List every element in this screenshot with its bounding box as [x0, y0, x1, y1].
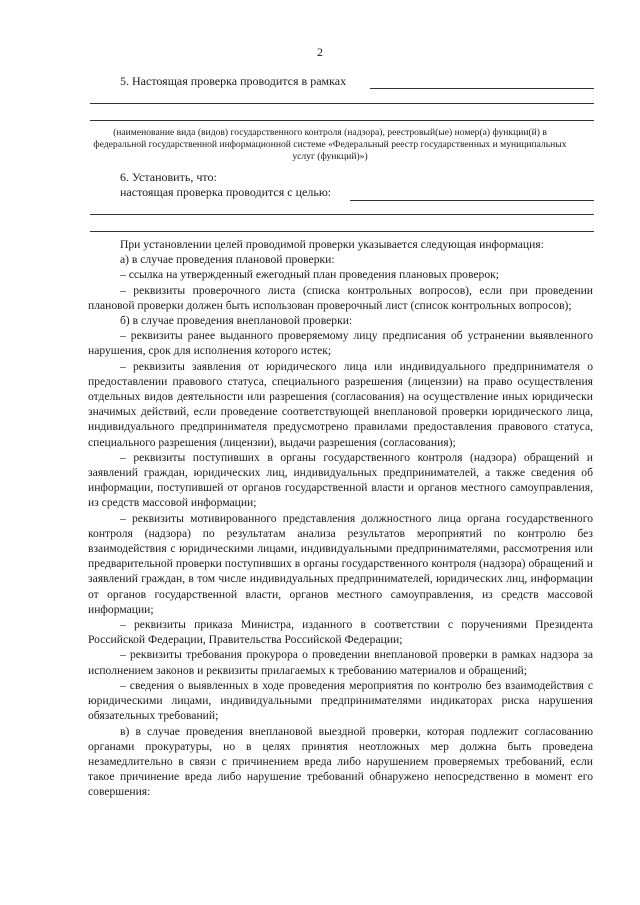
paragraph: – реквизиты заявления от юридического лица или индивидуального предпринимателя о предоставлении правового статуса, специального разрешения (лицензии) на право осуществления отдельных видов деятельности или разрешения (согласования) на осуществление иных юридически значимых действий, если проведение соответствующей внеплановой проверки юридического лица, индивидуального предпринимателя предусмотрено правилами предоставления правового статуса, специального разрешения (лицензии), выдачи разрешения (согласования); — [88, 359, 593, 449]
paragraph: – реквизиты требования прокурора о проведении внеплановой проверки в рамках надзора за исполнением законов и реквизиты прилагаемых к требованию материалов и обращений; — [88, 648, 593, 677]
paragraph: в) в случае проведения внеплановой выездной проверки, которая подлежит согласованию органами прокуратуры, но в целях принятия неотложных мер должна быть проведена незамедлительно в связи с причинением вреда либо нарушением проверяемых требований, если такое причинение вреда либо нарушение требований обнаружено непосредственно в момент его совершения: — [88, 724, 593, 799]
paragraph: б) в случае проведения внеплановой проверки: — [120, 314, 353, 328]
paragraph: – реквизиты поступивших в органы государственного контроля (надзора) обращений и заявлений граждан, юридических лиц, индивидуальных предпринимателей, а также сведения об информации, поступившей от органов государственной власти и органов местного самоуправления, из средств массовой информации; — [88, 450, 593, 510]
fill-line — [370, 88, 594, 89]
page-number: 2 — [317, 45, 323, 59]
fill-line — [90, 120, 594, 121]
main-text — [88, 237, 593, 800]
section-6-heading: 6. Установить, что: — [120, 170, 217, 184]
section-5-note: (наименование вида (видов) государственного контроля (надзора), реестровый(ые) номер(а) функции(й) в федеральной государственной информационной системе «Федеральный реестр государственных и муниципальных услуг (функций)») — [93, 127, 567, 162]
paragraph: – сведения о выявленных в ходе проведения мероприятия по контролю без взаимодействия с юридическими лицами, индивидуальными предпринимателями индикаторах риска нарушения обязательных требований; — [88, 678, 593, 723]
fill-line — [350, 200, 594, 201]
paragraph: – реквизиты мотивированного представления должностного лица органа государственного контроля (надзора) по результатам анализа результатов мероприятий по контролю без взаимодействия с юридическими лицами, индивидуальными предпринимателями, рассмотрения или предварительной проверки поступивших в органы государственного контроля (надзора) обращений и заявлений граждан, в том числе индивидуальных предпринимателей, юридических лиц, информации от органов государственной власти, органов местного самоуправления, из средств массовой информации; — [88, 511, 593, 616]
fill-line — [90, 214, 594, 215]
fill-line — [90, 103, 594, 104]
fill-line — [90, 231, 594, 232]
section-6-purpose: настоящая проверка проводится с целью: — [120, 185, 332, 199]
paragraph: – ссылка на утвержденный ежегодный план проведения плановых проверок; — [120, 268, 499, 282]
paragraph: а) в случае проведения плановой проверки: — [120, 253, 335, 267]
paragraph: – реквизиты ранее выданного проверяемому лицу предписания об устранении выявленного нарушения, срок для исполнения которого истек; — [88, 329, 593, 358]
paragraph: – реквизиты проверочного листа (списка контрольных вопросов), если при проведении плановой проверки должен быть использован проверочный лист (список контрольных вопросов); — [88, 283, 593, 312]
paragraph: При установлении целей проводимой проверки указывается следующая информация: — [120, 238, 544, 251]
section-5-text: 5. Настоящая проверка проводится в рамках — [120, 74, 347, 88]
paragraph: – реквизиты приказа Министра, изданного в соответствии с поручениями Президента Российской Федерации, Правительства Российской Федерации; — [88, 618, 593, 647]
